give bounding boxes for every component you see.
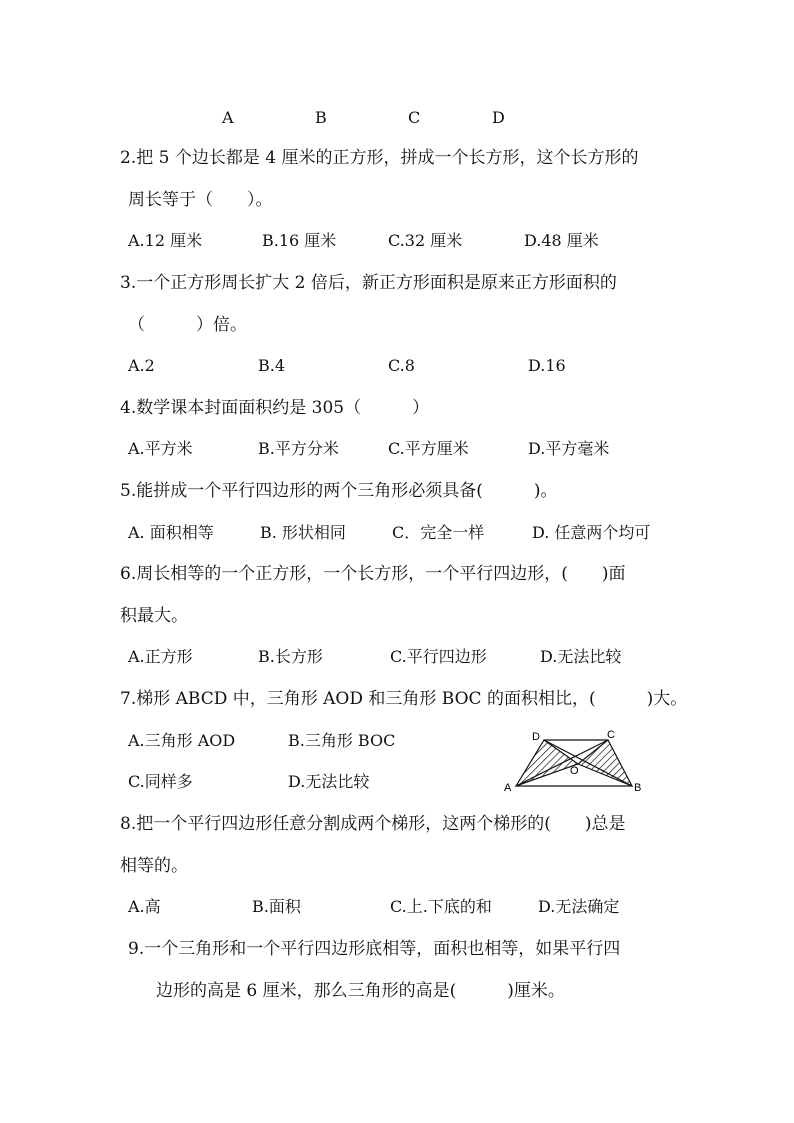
- question-2-option-a: A.12 厘米: [128, 231, 203, 250]
- question-8-line-2: 相等的。: [120, 856, 188, 876]
- question-3-line-1: 3.一个正方形周长扩大 2 倍后，新正方形面积是原来正方形面积的: [120, 273, 617, 293]
- question-3-option-d: D.16: [528, 356, 566, 375]
- header-option-c: C: [408, 108, 421, 127]
- header-option-b: B: [315, 108, 327, 127]
- question-4-option-b: B.平方分米: [258, 439, 339, 458]
- question-2-option-d: D.48 厘米: [524, 231, 599, 250]
- question-8-line-1: 8.把一个平行四边形任意分割成两个梯形，这两个梯形的( )总是: [120, 814, 626, 834]
- question-5-option-a: A. 面积相等: [128, 523, 214, 542]
- question-8-option-b: B.面积: [252, 897, 301, 916]
- question-6-option-d: D.无法比较: [540, 647, 622, 666]
- vertex-label-o: O: [570, 765, 579, 777]
- question-8-option-c: C.上.下底的和: [390, 897, 492, 916]
- header-option-a: A: [222, 108, 234, 127]
- question-9-line-2: 边形的高是 6 厘米，那么三角形的高是( )厘米。: [156, 981, 565, 1001]
- vertex-label-b: B: [634, 782, 642, 794]
- question-7-line-1: 7.梯形 ABCD 中，三角形 AOD 和三角形 BOC 的面积相比，( )大。: [120, 689, 688, 709]
- header-option-d: D: [492, 108, 505, 127]
- question-3-line-2: （ ）倍。: [128, 315, 247, 335]
- question-5-option-c: C．完全一样: [392, 523, 485, 542]
- question-4-line-1: 4.数学课本封面面积约是 305（ ）: [120, 398, 430, 418]
- question-8-option-d: D.无法确定: [538, 897, 620, 916]
- question-2-line-1: 2.把 5 个边长都是 4 厘米的正方形，拼成一个长方形，这个长方形的: [120, 148, 639, 168]
- question-6-option-b: B.长方形: [258, 647, 323, 666]
- question-6-line-1: 6.周长相等的一个正方形，一个长方形，一个平行四边形，( )面: [120, 564, 626, 584]
- question-6-option-a: A.正方形: [128, 647, 193, 666]
- question-9-line-1: 9.一个三角形和一个平行四边形底相等，面积也相等，如果平行四: [128, 939, 621, 959]
- question-5-option-b: B. 形状相同: [260, 523, 346, 542]
- question-6-option-c: C.平行四边形: [390, 647, 487, 666]
- vertex-label-d: D: [532, 731, 540, 743]
- question-2-option-c: C.32 厘米: [388, 231, 463, 250]
- question-3-option-b: B.4: [258, 356, 286, 375]
- triangle-boc: [578, 740, 632, 786]
- triangle-aod: [516, 740, 578, 786]
- question-5-line-1: 5.能拼成一个平行四边形的两个三角形必须具备( )。: [120, 481, 558, 501]
- question-7-option-b: B.三角形 BOC: [288, 731, 396, 750]
- question-3-option-c: C.8: [388, 356, 415, 375]
- trapezoid-shapes: [516, 740, 632, 786]
- vertex-label-a: A: [504, 782, 512, 794]
- question-2-line-2: 周长等于（ ）。: [128, 190, 273, 210]
- question-2-option-b: B.16 厘米: [262, 231, 337, 250]
- question-4-option-a: A.平方米: [128, 439, 193, 458]
- question-7-option-d: D.无法比较: [288, 772, 370, 791]
- question-5-option-d: D. 任意两个均可: [532, 523, 651, 542]
- question-6-line-2: 积最大。: [120, 606, 188, 626]
- vertex-label-c: C: [607, 729, 615, 741]
- question-7-option-c: C.同样多: [128, 772, 193, 791]
- question-3-option-a: A.2: [128, 356, 155, 375]
- trapezoid-figure: [500, 726, 660, 796]
- question-8-option-a: A.高: [128, 897, 161, 916]
- question-7-option-a: A.三角形 AOD: [128, 731, 236, 750]
- question-4-option-d: D.平方毫米: [528, 439, 610, 458]
- question-4-option-c: C.平方厘米: [388, 439, 469, 458]
